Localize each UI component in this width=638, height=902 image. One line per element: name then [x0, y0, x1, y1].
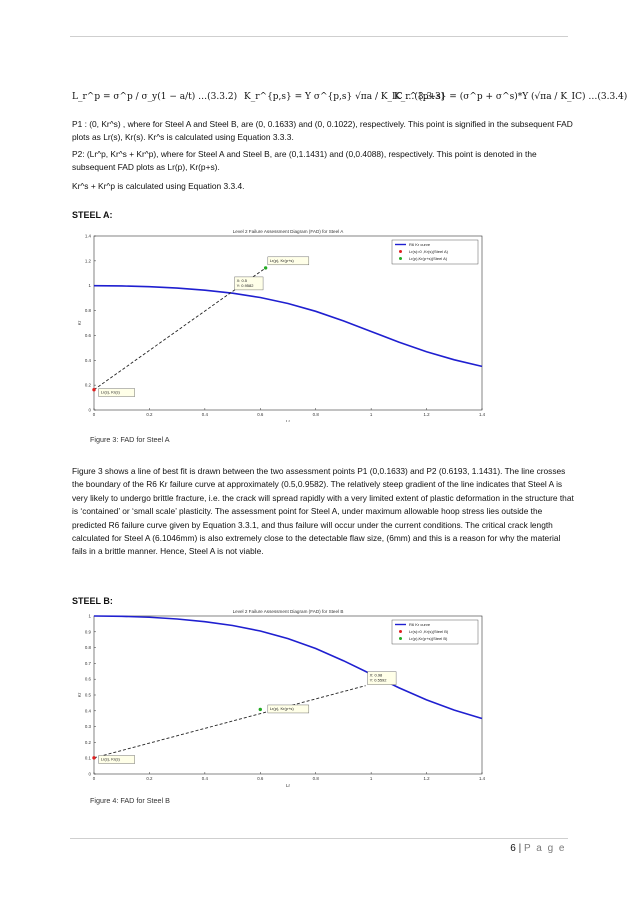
- x-tick-label: 1: [369, 776, 373, 781]
- y-tick-label: 0: [88, 771, 91, 777]
- x-tick-label: 0.8: [312, 412, 319, 417]
- annotation-text: Lr(p), Kr(p+s): [269, 705, 294, 711]
- y-tick-label: 0.7: [84, 660, 91, 666]
- x-tick-label: 1.2: [423, 776, 430, 781]
- paragraph-p2: P2: (Lr^p, Kr^s + Kr^p), where for Steel A and Steel B, are (0,1.1431) and (0,0.4088), respectively. This point is denoted in the subsequent FAD plots as Lr(p), Kr(p+s).: [72, 149, 537, 173]
- steel-a-heading: STEEL A:: [72, 210, 113, 220]
- legend-swatch: [399, 250, 402, 253]
- legend-swatch: [399, 637, 402, 640]
- x-tick-label: 0.2: [146, 412, 153, 417]
- y-tick-label: 1: [88, 283, 91, 289]
- annotation-text: Lr(p), Kr(p+s): [269, 257, 294, 263]
- y-tick-label: 1: [88, 613, 91, 619]
- equation-3-3-3: K_r^{p,s} = Y σ^{p,s} √πa / K_IC …(3.3.3): [244, 92, 445, 102]
- y-tick-label: 0.1: [84, 755, 91, 761]
- x-tick-label: 1.2: [423, 412, 430, 417]
- y-tick-label: 0.8: [84, 645, 91, 651]
- annotation-text: Lr(s), Kr(s): [100, 389, 120, 395]
- annotation-text: X: 0.98: [369, 672, 383, 678]
- chart-title: Level 2 Failure Assessment Diagram (FAD) for Steel A: [232, 229, 344, 234]
- page-word: P a g e: [523, 843, 566, 854]
- equation-3-3-2: L_r^p = σ^p / σ_y(1 − a/t) …(3.3.2): [72, 92, 238, 102]
- legend-label: R6 Kr curve: [409, 242, 431, 247]
- x-tick-label: 0.6: [257, 776, 264, 781]
- y-tick-label: 0.4: [84, 708, 91, 714]
- legend-swatch: [399, 630, 402, 633]
- annotation-text: Lr(s), Kr(s): [100, 756, 120, 762]
- y-tick-label: 0.3: [84, 724, 91, 730]
- page-number: 6: [510, 843, 516, 854]
- x-tick-label: 0.4: [201, 412, 208, 417]
- y-tick-label: 0.6: [84, 332, 91, 338]
- y-tick-label: 1.2: [84, 258, 91, 264]
- fad-chart-steel-a: [72, 224, 492, 422]
- x-tick-label: 0: [92, 776, 96, 781]
- figure-3-discussion: Figure 3 shows a line of best fit is drawn between the two assessment points P1 (0,0.1633) and P2 (0.6193, 1.1431). The line crosses the boundary of the R6 Kr failure curve at approximately (0.5,0.9582). The relatively steep gradient of the line indicates that Steel A is very likely to undergo brittle fracture, i.e. the crack will spread rapidly with a very limited extent of plastic deformation in the structure that is ‘contained’ or ‘small scale’ plasticity. The assessment point for Steel A, under maximum allowable hoop stress lies outside the predicted R6 failure curve given by Equation 3.3.1, and thus failure will occur under the current conditions. The critical crack length calculated for Steel A (6.1046mm) is also extremely close to the detectable flaw size, (6mm) and this is a reason for why the material fails in a brittle manner. Hence, Steel A is not viable.: [72, 466, 574, 557]
- paragraph-p1: P1 : (0, Kr^s) , where for Steel A and Steel B, are (0, 0.1633) and (0, 0.1022), respectively. This point is signified in the subsequent FAD plots as Lr(s), Kr(s). Kr^s is calculated using Equation 3.3.3.: [72, 119, 573, 143]
- y-tick-label: 1.4: [84, 233, 91, 239]
- x-tick-label: 0: [92, 412, 96, 417]
- chart-title: Level 2 Failure Assessment Diagram (FAD) for Steel B: [232, 609, 344, 614]
- assessment-point-marker: [92, 756, 95, 759]
- y-tick-label: 0.4: [84, 357, 91, 363]
- legend-label: Lr(p),Kr(p+s)(Steel A): [409, 256, 448, 261]
- assessment-point-marker: [264, 266, 267, 269]
- figure-4-caption: Figure 4: FAD for Steel B: [90, 796, 170, 805]
- y-axis-label: Kr: [77, 692, 82, 698]
- figure-3-caption: Figure 3: FAD for Steel A: [90, 435, 170, 444]
- legend-label: Lr(s)=0 ,Kr(s)(Steel B): [409, 629, 449, 634]
- y-tick-label: 0.5: [84, 692, 91, 698]
- equation-line: [72, 86, 628, 112]
- top-rule: [70, 36, 568, 37]
- assessment-point-marker: [259, 708, 262, 711]
- assessment-point-marker: [92, 388, 95, 391]
- legend-label: R6 Kr curve: [409, 622, 431, 627]
- page-separator: |: [518, 843, 522, 854]
- y-tick-label: 0.8: [84, 308, 91, 314]
- y-tick-label: 0.2: [84, 739, 91, 745]
- legend-label: Lr(s)=0 ,Kr(s)(Steel A): [409, 249, 449, 254]
- x-tick-label: 0.8: [312, 776, 319, 781]
- x-axis-label: Lr: [285, 783, 291, 788]
- x-tick-label: 1.4: [478, 412, 486, 417]
- x-tick-label: 0.4: [201, 776, 208, 781]
- paragraph-p3: Kr^s + Kr^p is calculated using Equation 3.3.4.: [72, 181, 245, 191]
- page-footer: [510, 843, 566, 854]
- legend-swatch: [399, 257, 402, 260]
- annotation-text: X: 0.5: [236, 277, 248, 283]
- y-tick-label: 0.6: [84, 676, 91, 682]
- y-axis-label: Kr: [77, 320, 82, 326]
- fad-chart-steel-b: [72, 606, 492, 790]
- y-tick-label: 0: [88, 407, 91, 413]
- equation-3-3-4: K_r^{p+s} = (σ^p + σ^s)*Y (√πa / K_IC) …(3.3.4): [394, 92, 628, 102]
- x-tick-label: 1: [369, 412, 373, 417]
- x-axis-label: Lr: [285, 419, 291, 422]
- y-tick-label: 0.9: [84, 629, 91, 635]
- x-tick-label: 0.2: [146, 776, 153, 781]
- steel-b-heading: STEEL B:: [72, 596, 113, 606]
- annotation-text: Y: 0.5592: [369, 677, 387, 683]
- annotation-text: Y: 0.9582: [236, 282, 254, 288]
- y-tick-label: 0.2: [84, 382, 91, 388]
- bottom-rule: [70, 838, 568, 839]
- x-tick-label: 0.6: [257, 412, 264, 417]
- x-tick-label: 1.4: [478, 776, 486, 781]
- legend-label: Lr(p),Kr(p+s)(Steel B): [409, 636, 448, 641]
